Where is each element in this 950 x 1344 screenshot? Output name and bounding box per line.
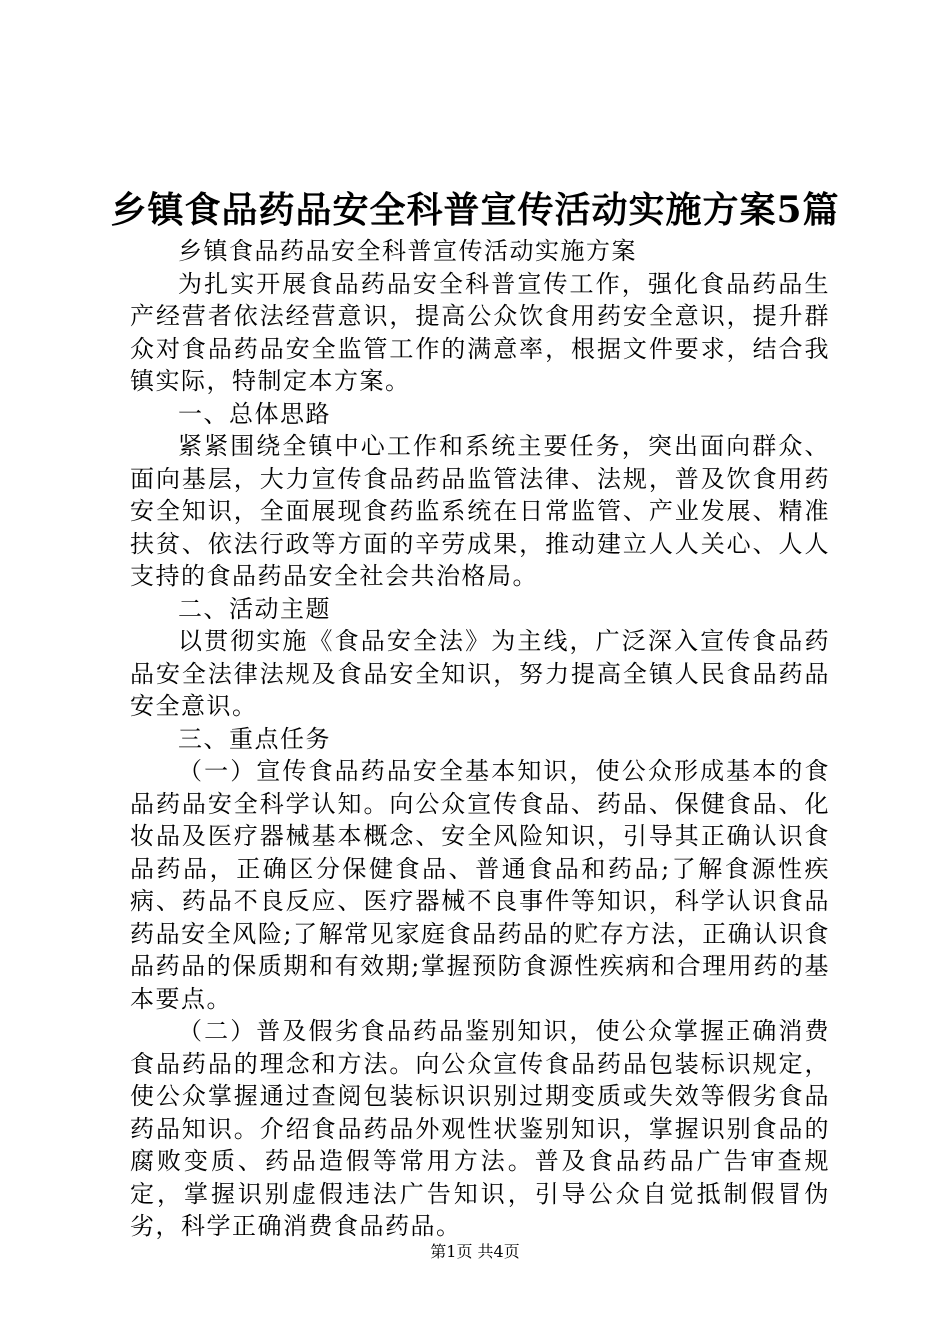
section-heading-2: 二、活动主题 [178, 594, 331, 623]
document-body [130, 235, 830, 1243]
section-2-paragraph: 以贯彻实施《食品安全法》为主线，广泛深入宣传食品药品安全法律法规及食品安全知识，努力提高全镇人民食品药品安全意识。 [130, 627, 830, 720]
document-title: 乡镇食品药品安全科普宣传活动实施方案5篇 [110, 189, 840, 231]
section-heading-1: 一、总体思路 [178, 399, 331, 428]
task-2-paragraph: （二）普及假劣食品药品鉴别知识，使公众掌握正确消费食品药品的理念和方法。向公众宣传食品药品包装标识规定，使公众掌握通过查阅包装标识识别过期变质或失效等假劣食品药品知识。介绍食品药品外观性状鉴别知识，掌握识别食品的腐败变质、药品造假等常用方法。普及食品药品广告审查规定，掌握识别虚假违法广告知识，引导公众自觉抵制假冒伪劣，科学正确消费食品药品。 [130, 1017, 830, 1240]
section-heading-3: 三、重点任务 [178, 724, 331, 753]
task-1-paragraph: （一）宣传食品药品安全基本知识，使公众形成基本的食品药品安全科学认知。向公众宣传食品、药品、保健食品、化妆品及医疗器械基本概念、安全风险知识，引导其正确认识食品药品，正确区分保健食品、普通食品和药品;了解食源性疾病、药品不良反应、医疗器械不良事件等知识，科学认识食品药品安全风险;了解常见家庭食品药品的贮存方法，正确认识食品药品的保质期和有效期;掌握预防食源性疾病和合理用药的基本要点。 [130, 757, 830, 1013]
section-1-paragraph: 紧紧围绕全镇中心工作和系统主要任务，突出面向群众、面向基层，大力宣传食品药品监管法律、法规，普及饮食用药安全知识，全面展现食药监系统在日常监管、产业发展、精准扶贫、依法行政等方面的辛劳成果，推动建立人人关心、人人支持的食品药品安全社会共治格局。 [130, 432, 830, 590]
subtitle-paragraph: 乡镇食品药品安全科普宣传活动实施方案 [178, 237, 637, 265]
page-footer: 第1页 共4页 [430, 1242, 520, 1261]
intro-paragraph: 为扎实开展食品药品安全科普宣传工作，强化食品药品生产经营者依法经营意识，提高公众饮食用药安全意识，提升群众对食品药品安全监管工作的满意率，根据文件要求，结合我镇实际，特制定本方案。 [130, 269, 830, 395]
